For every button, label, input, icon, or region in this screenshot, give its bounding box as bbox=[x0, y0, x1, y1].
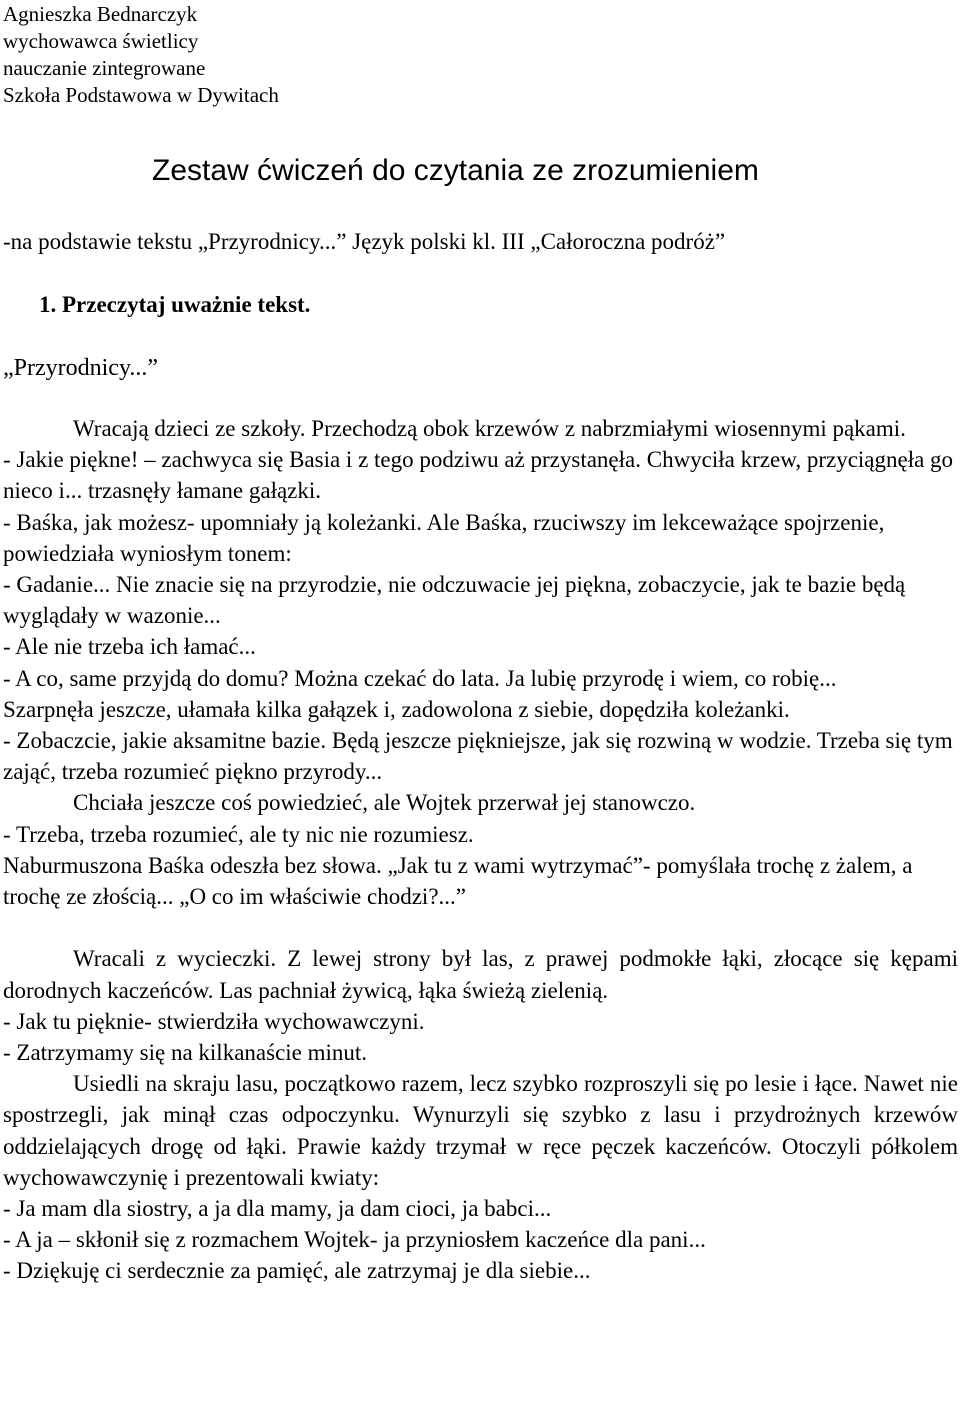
task-instruction: 1. Przeczytaj uważnie tekst. bbox=[39, 292, 311, 317]
author-role: wychowawca świetlicy bbox=[3, 29, 199, 53]
story-paragraph: - Dziękuję ci serdecznie za pamięć, ale zatrzymaj je dla siebie... bbox=[3, 1258, 591, 1284]
story-paragraph: - Ale nie trzeba ich łamać... bbox=[3, 634, 256, 660]
story-paragraph: Chciała jeszcze coś powiedzieć, ale Wojtek przerwał jej stanowczo. bbox=[73, 790, 696, 816]
story-paragraph: Wracają dzieci ze szkoły. Przechodzą obok krzewów z nabrzmiałymi wiosennymi pąkami. bbox=[73, 416, 906, 441]
story-paragraph: - Jak tu pięknie- stwierdziła wychowawczyni. bbox=[3, 1008, 425, 1034]
document-page bbox=[3, 0, 958, 1287]
story-paragraph: - Gadanie... Nie znacie się na przyrodzie, nie odczuwacie jej piękna, zobaczycie, jak te bazie będą wyglądały w wazonie... bbox=[3, 572, 906, 629]
story-text bbox=[3, 413, 958, 1287]
author-block bbox=[3, 1, 958, 109]
story-title: „Przyrodnicy...” bbox=[3, 355, 159, 381]
story-paragraph: Naburmuszona Baśka odeszła bez słowa. „Jak tu z wami wytrzymać”- pomyślała trochę z żalem, a trochę ze złością... „O co im właściwie chodzi?...” bbox=[3, 852, 913, 910]
story-paragraph: - Ja mam dla siostry, a ja dla mamy, ja dam cioci, ja babci... bbox=[3, 1196, 552, 1222]
story-paragraph: - Zobaczcie, jakie aksamitne bazie. Będą jeszcze piękniejsze, jak się rozwiną w wodzie. Trzeba się tym zająć, trzeba rozumieć piękno przyrody... bbox=[3, 728, 953, 785]
document-subtitle: -na podstawie tekstu „Przyrodnicy...” Język polski kl. III „Całoroczna podróż” bbox=[3, 229, 726, 254]
story-paragraph: - A co, same przyjdą do domu? Można czekać do lata. Ja lubię przyrodę i wiem, co robię... bbox=[3, 665, 837, 691]
story-paragraph: Usiedli na skraju lasu, początkowo razem, lecz szybko rozproszyli się po lesie i łące. Nawet nie spostrzegli, jak minął czas odpoczynku. Wynurzyli się szybko z lasu i przydrożnych krzewów oddzielających drogę od łąki. Prawie każdy trzymał w ręce pęczek kaczeńców. Otoczyli półkolem wychowawczynię i prezentowali kwiaty: bbox=[3, 1071, 958, 1190]
story-paragraph: - A ja – skłonił się z rozmachem Wojtek- ja przyniosłem kaczeńce dla pani... bbox=[3, 1227, 706, 1253]
author-name: Agnieszka Bednarczyk bbox=[3, 2, 198, 26]
story-paragraph: Szarpnęła jeszcze, ułamała kilka gałązek i, zadowolona z siebie, dopędziła koleżanki. bbox=[3, 696, 790, 722]
story-paragraph: - Zatrzymamy się na kilkanaście minut. bbox=[3, 1040, 368, 1066]
paragraph-gap bbox=[3, 912, 958, 943]
author-school: Szkoła Podstawowa w Dywitach bbox=[3, 83, 279, 107]
story-paragraph: Wracali z wycieczki. Z lewej strony był las, z prawej podmokłe łąki, złocące się kępami dorodnych kaczeńców. Las pachniał żywicą, łąka świeżą zielenią. bbox=[3, 946, 958, 1003]
story-paragraph: - Trzeba, trzeba rozumieć, ale ty nic nie rozumiesz. bbox=[3, 821, 474, 847]
story-paragraph: - Baśka, jak możesz- upomniały ją koleżanki. Ale Baśka, rzuciwszy im lekceważące spojrzenie, powiedziała wyniosłym tonem: bbox=[3, 509, 885, 566]
author-subject: nauczanie zintegrowane bbox=[3, 56, 206, 80]
document-title: Zestaw ćwiczeń do czytania ze zrozumieniem bbox=[152, 154, 759, 187]
story-paragraph: - Jakie piękne! – zachwyca się Basia i z tego podziwu aż przystanęła. Chwyciła krzew, przyciągnęła go nieco i... trzasnęły łamane gałązki. bbox=[3, 447, 954, 504]
